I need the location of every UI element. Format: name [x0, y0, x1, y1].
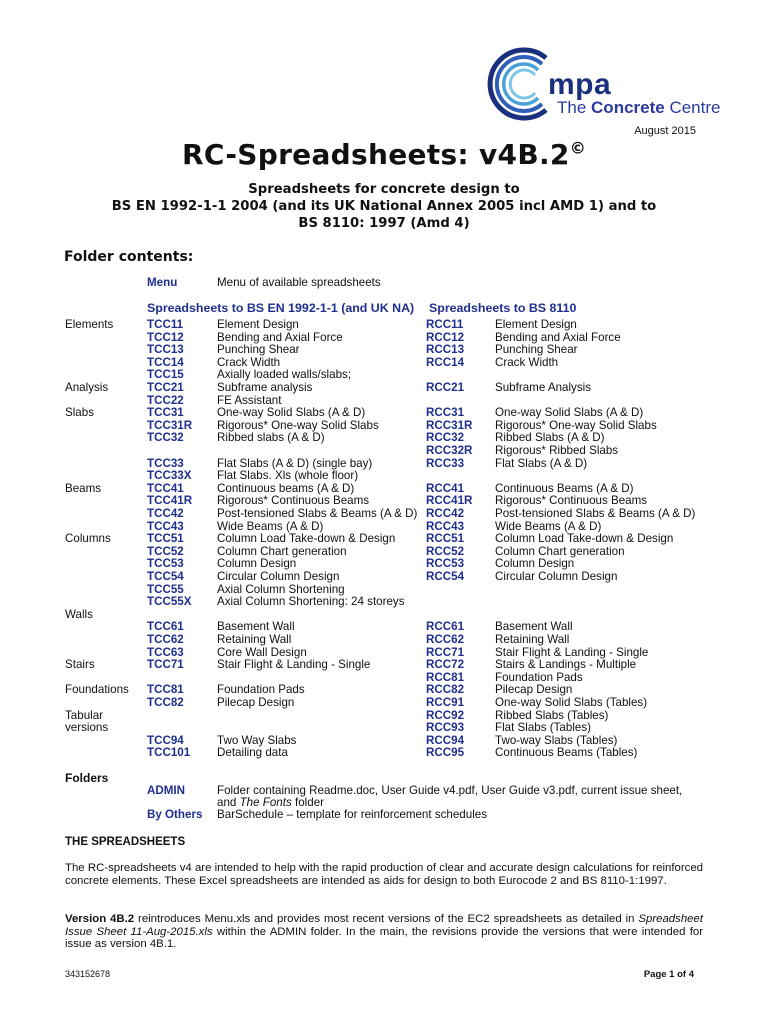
ec2-code: TCC41R	[147, 494, 193, 508]
section-heading: THE SPREADSHEETS	[65, 836, 186, 848]
ec2-code: TCC82	[147, 696, 184, 709]
ec2-code: TCC32	[147, 431, 184, 445]
ec2-code: TCC61	[147, 620, 184, 634]
bs8110-code: RCC54	[426, 570, 465, 583]
bs8110-column-header: Spreadsheets to BS 8110	[429, 301, 577, 315]
ec2-column-header: Spreadsheets to BS EN 1992-1-1 (and UK NA)	[147, 301, 415, 315]
bs8110-code: RCC21	[426, 381, 465, 394]
bs8110-code: RCC94	[426, 733, 465, 747]
menu-description: Menu of available spreadsheets	[217, 276, 381, 289]
ec2-description: Rigorous* One-way Solid Slabs	[217, 418, 379, 432]
bs8110-code: RCC12	[426, 330, 465, 344]
logo-subtitle: The Concrete Centre	[557, 98, 721, 117]
ec2-description: Rigorous* Continuous Beams	[217, 494, 370, 508]
row-category: Foundations	[65, 683, 129, 697]
ec2-description: Ribbed slabs (A & D)	[217, 431, 325, 445]
admin-folder-code: ADMIN	[147, 784, 185, 797]
bs8110-code: RCC51	[426, 532, 465, 546]
ec2-code: TCC62	[147, 633, 184, 646]
bs8110-description: Punching Shear	[495, 343, 578, 357]
ec2-description: Circular Column Design	[217, 570, 340, 583]
ec2-code: TCC55X	[147, 595, 192, 609]
row-category: Elements	[65, 318, 114, 331]
mpa-logo	[478, 44, 721, 124]
row-category: Slabs	[65, 406, 95, 420]
bs8110-description: Subframe Analysis	[495, 381, 592, 394]
bs8110-description: Column Load Take-down & Design	[495, 532, 674, 546]
row-category: Beams	[65, 481, 102, 495]
ec2-code: TCC71	[147, 658, 184, 672]
ec2-description: FE Assistant	[217, 393, 282, 407]
ec2-description: Retaining Wall	[217, 633, 292, 646]
bs8110-code: RCC13	[426, 343, 465, 357]
subtitle-line-1: Spreadsheets for concrete design to	[248, 182, 520, 197]
bs8110-description: Rigorous* One-way Solid Slabs	[495, 418, 657, 432]
bs8110-description: Element Design	[495, 318, 577, 331]
ec2-description: Column Load Take-down & Design	[217, 532, 396, 546]
ec2-description: Axial Column Shortening	[217, 582, 345, 596]
row-category: Analysis	[65, 381, 109, 394]
bs8110-code: RCC53	[426, 557, 465, 571]
ec2-description: Two Way Slabs	[217, 733, 297, 747]
subtitle-line-3: BS 8110: 1997 (Amd 4)	[298, 216, 470, 231]
ec2-code: TCC54	[147, 570, 184, 583]
bs8110-code: RCC71	[426, 645, 465, 659]
ec2-description: Column Design	[217, 557, 297, 571]
ec2-description: Crack Width	[217, 355, 281, 369]
ec2-code: TCC55	[147, 582, 184, 596]
bs8110-description: Post-tensioned Slabs & Beams (A & D)	[495, 507, 696, 520]
document-date: August 2015	[634, 125, 696, 137]
bs8110-code: RCC31R	[426, 418, 473, 432]
bs8110-description: Crack Width	[495, 355, 559, 369]
bs8110-description: Stair Flight & Landing - Single	[495, 645, 649, 659]
ec2-description: Bending and Axial Force	[217, 330, 343, 344]
ec2-description: Axially loaded walls/slabs;	[217, 368, 352, 382]
admin-folder-desc-1: Folder containing Readme.doc, User Guide v4.pdf, User Guide v3.pdf, current issue sheet,	[217, 784, 683, 797]
admin-folder-desc-2: and The Fonts folder	[217, 796, 325, 809]
row-category: Stairs	[65, 658, 95, 672]
bs8110-code: RCC43	[426, 519, 465, 533]
row-category: Tabular	[65, 708, 104, 722]
bs8110-description: Two-way Slabs (Tables)	[495, 733, 618, 747]
bs8110-code: RCC92	[426, 708, 465, 722]
ec2-code: TCC52	[147, 544, 184, 558]
ec2-code: TCC101	[147, 746, 191, 760]
folder-contents-heading: Folder contents:	[64, 249, 194, 265]
bs8110-description: Column Chart generation	[495, 544, 625, 558]
ec2-description: Continuous beams (A & D)	[217, 481, 355, 495]
ec2-description: Pilecap Design	[217, 696, 295, 709]
bs8110-code: RCC52	[426, 544, 465, 558]
bs8110-code: RCC95	[426, 746, 465, 760]
ec2-description: Axial Column Shortening: 24 storeys	[217, 595, 405, 609]
bs8110-code: RCC72	[426, 658, 465, 672]
footer-page-number: Page 1 of 4	[643, 969, 694, 980]
logo-mpa-text: mpa	[548, 68, 612, 101]
row-category: Walls	[65, 607, 93, 621]
bs8110-code: RCC32R	[426, 444, 473, 457]
version-paragraph: Version 4B.2 reintroduces Menu.xls and provides most recent versions of the EC2 spreadsheets as detailed in Spreadsheet Issue Sheet 11-Aug-2015.xls within the ADMIN folder. In the main, the revisions provide the versions that were intended for issue as version 4B.1.	[65, 913, 703, 951]
bs8110-code: RCC91	[426, 696, 465, 709]
ec2-code: TCC43	[147, 519, 184, 533]
bs8110-description: Ribbed Slabs (A & D)	[495, 431, 605, 445]
ec2-code: TCC22	[147, 393, 184, 407]
ec2-code: TCC12	[147, 330, 184, 344]
bs8110-description: Bending and Axial Force	[495, 330, 621, 344]
ec2-code: TCC51	[147, 532, 184, 546]
ec2-code: TCC41	[147, 481, 184, 495]
bs8110-code: RCC32	[426, 431, 465, 445]
bs8110-code: RCC62	[426, 633, 465, 646]
bs8110-code: RCC61	[426, 620, 465, 634]
ec2-description: Element Design	[217, 318, 299, 331]
row-category: Columns	[65, 532, 111, 546]
ec2-code: TCC63	[147, 645, 184, 659]
by-others-desc: BarSchedule – template for reinforcement schedules	[217, 808, 488, 821]
bs8110-description: Continuous Beams (Tables)	[495, 746, 638, 760]
ec2-code: TCC94	[147, 733, 184, 747]
footer-document-id: 343152678	[65, 969, 111, 979]
bs8110-code: RCC41R	[426, 494, 473, 508]
bs8110-description: Retaining Wall	[495, 633, 570, 646]
intro-paragraph: The RC-spreadsheets v4 are intended to help with the rapid production of clear and accurate design calculations for reinforced concrete elements. These Excel spreadsheets are intended as aids for design to both Eurocode 2 and BS 8110-1:1997.	[65, 862, 703, 887]
bs8110-description: Foundation Pads	[495, 670, 583, 684]
ec2-code: TCC14	[147, 355, 184, 369]
bs8110-description: Rigorous* Ribbed Slabs	[495, 444, 619, 457]
bs8110-description: Column Design	[495, 557, 575, 571]
ec2-description: One-way Solid Slabs (A & D)	[217, 406, 366, 420]
ec2-code: TCC33X	[147, 469, 192, 483]
by-others-code: By Others	[147, 808, 203, 821]
ec2-code: TCC21	[147, 381, 184, 394]
row-category: versions	[65, 721, 109, 735]
menu-code: Menu	[147, 276, 178, 289]
ec2-code: TCC15	[147, 368, 184, 382]
bs8110-code: RCC81	[426, 670, 465, 684]
ec2-description: Post-tensioned Slabs & Beams (A & D)	[217, 507, 418, 520]
ec2-code: TCC81	[147, 683, 184, 697]
bs8110-code: RCC82	[426, 683, 465, 697]
ec2-description: Flat Slabs (A & D) (single bay)	[217, 456, 373, 470]
bs8110-description: Wide Beams (A & D)	[495, 519, 602, 533]
bs8110-description: Rigorous* Continuous Beams	[495, 494, 648, 508]
ec2-description: Stair Flight & Landing - Single	[217, 658, 371, 672]
bs8110-code: RCC33	[426, 456, 465, 470]
bs8110-code: RCC41	[426, 481, 465, 495]
bs8110-description: One-way Solid Slabs (Tables)	[495, 696, 648, 709]
bs8110-description: Continuous Beams (A & D)	[495, 481, 634, 495]
ec2-description: Subframe analysis	[217, 381, 313, 394]
bs8110-code: RCC31	[426, 406, 465, 420]
ec2-description: Core Wall Design	[217, 645, 307, 659]
ec2-description: Basement Wall	[217, 620, 295, 634]
bs8110-description: One-way Solid Slabs (A & D)	[495, 406, 644, 420]
bs8110-code: RCC93	[426, 721, 465, 735]
ec2-description: Column Chart generation	[217, 544, 347, 558]
concrete-centre-logo-icon	[478, 44, 558, 124]
bs8110-description: Pilecap Design	[495, 683, 573, 697]
ec2-description: Wide Beams (A & D)	[217, 519, 324, 533]
bs8110-description: Stairs & Landings - Multiple	[495, 658, 637, 672]
ec2-code: TCC33	[147, 456, 184, 470]
bs8110-description: Flat Slabs (Tables)	[495, 721, 592, 735]
ec2-code: TCC42	[147, 507, 184, 520]
bs8110-code: RCC11	[426, 318, 464, 331]
subtitle-line-2: BS EN 1992-1-1 2004 (and its UK National Annex 2005 incl AMD 1) and to	[111, 199, 657, 214]
ec2-code: TCC31	[147, 406, 184, 420]
ec2-code: TCC13	[147, 343, 184, 357]
bs8110-description: Circular Column Design	[495, 570, 618, 583]
bs8110-description: Basement Wall	[495, 620, 573, 634]
ec2-description: Detailing data	[217, 746, 288, 760]
ec2-code: TCC53	[147, 557, 184, 571]
folders-label: Folders	[65, 771, 109, 785]
ec2-description: Flat Slabs. Xls (whole floor)	[217, 469, 359, 483]
bs8110-code: RCC14	[426, 355, 465, 369]
ec2-code: TCC11	[147, 318, 184, 331]
ec2-description: Foundation Pads	[217, 683, 305, 697]
bs8110-description: Flat Slabs (A & D)	[495, 456, 588, 470]
ec2-description: Punching Shear	[217, 343, 300, 357]
bs8110-code: RCC42	[426, 507, 465, 520]
page-title: RC-Spreadsheets: v4B.2©	[181, 138, 586, 171]
bs8110-description: Ribbed Slabs (Tables)	[495, 708, 609, 722]
ec2-code: TCC31R	[147, 418, 193, 432]
